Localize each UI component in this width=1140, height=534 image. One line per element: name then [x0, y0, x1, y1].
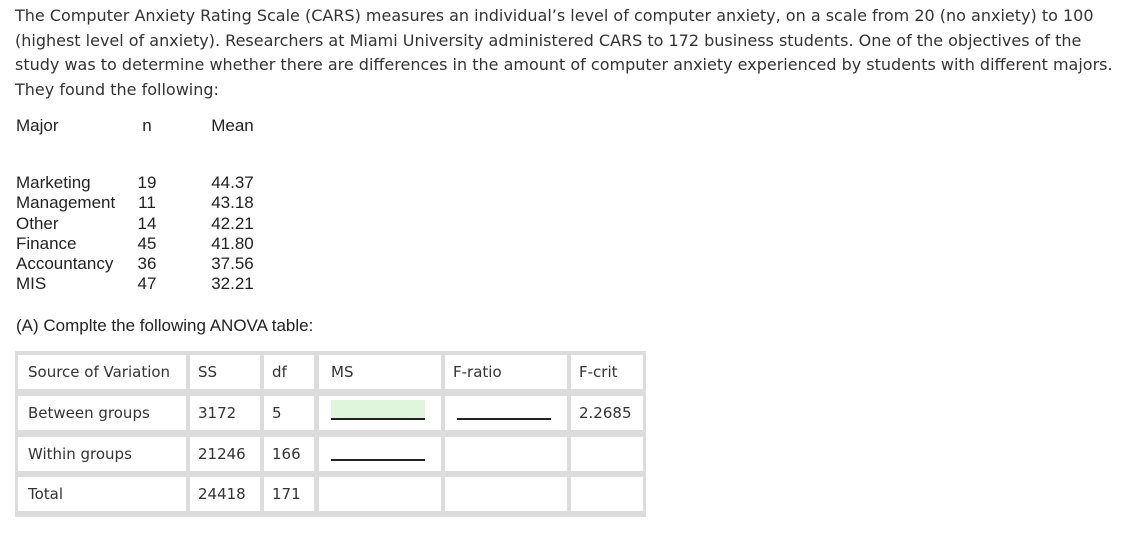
- major-cell: Marketing: [16, 173, 91, 192]
- anova-header-f-ratio: F-ratio: [445, 355, 567, 389]
- ms-between-answer-field[interactable]: [331, 400, 425, 420]
- anova-ss-between: 3172: [190, 396, 260, 430]
- header-major: Major: [16, 116, 59, 135]
- anova-header-f-crit: F-crit: [571, 355, 643, 389]
- anova-source-within: Within groups: [18, 437, 186, 471]
- mean-cell: 44.37: [211, 173, 254, 192]
- anova-header-df: df: [264, 355, 314, 389]
- mean-cell: 42.21: [211, 213, 254, 233]
- major-column: [16, 173, 115, 295]
- major-cell: Finance: [16, 233, 77, 253]
- f-ratio-answer-field[interactable]: [457, 418, 551, 420]
- major-cell: Accountancy: [16, 254, 114, 274]
- mean-cell: 32.21: [211, 274, 254, 294]
- major-cell: Other: [16, 213, 59, 233]
- anova-empty-cell: [445, 437, 567, 471]
- anova-empty-cell: [571, 437, 643, 471]
- anova-source-between: Between groups: [18, 396, 186, 430]
- anova-empty-cell: [445, 477, 567, 511]
- mean-cell: 43.18: [211, 193, 254, 213]
- anova-ms-between-cell: [319, 396, 441, 430]
- mean-cell: 37.56: [211, 254, 254, 274]
- mean-cell: 41.80: [211, 233, 254, 253]
- n-column: [130, 173, 164, 295]
- anova-header-ss: SS: [190, 355, 260, 389]
- anova-source-total: Total: [18, 477, 186, 511]
- anova-f-crit-between: 2.2685: [571, 396, 643, 430]
- anova-ss-total: 24418: [190, 477, 260, 511]
- anova-ss-within: 21246: [190, 437, 260, 471]
- anova-header-source: Source of Variation: [18, 355, 186, 389]
- n-cell: 45: [137, 233, 157, 253]
- anova-df-within: 166: [264, 437, 314, 471]
- n-cell: 11: [138, 193, 156, 213]
- anova-df-total: 171: [264, 477, 314, 511]
- mean-column: [195, 173, 270, 295]
- n-cell: 47: [137, 274, 157, 294]
- n-cell: 19: [137, 173, 157, 192]
- n-cell: 14: [137, 213, 157, 233]
- part-a-prompt: (A) Complte the following ANOVA table:: [16, 316, 314, 335]
- anova-empty-cell: [571, 477, 643, 511]
- anova-empty-cell: [319, 477, 441, 511]
- header-mean: Mean: [211, 116, 254, 135]
- ms-within-answer-field[interactable]: [331, 459, 425, 461]
- header-n: n: [142, 116, 152, 135]
- problem-statement: The Computer Anxiety Rating Scale (CARS) measures an individual’s level of computer anxiety, on a scale from 20 (no anxiety) to 100 (highest level of anxiety). Researchers at Miami University administered CARS to 172 business students. One of the objectives of the study was to determine whether there are differences in the amount of computer anxiety experienced by students with different majors. They found the following:: [15, 6, 1113, 99]
- anova-ms-within-cell: [319, 437, 441, 471]
- anova-header-ms: MS: [319, 355, 441, 389]
- anova-df-between: 5: [264, 396, 314, 430]
- anova-table: [15, 351, 646, 517]
- anova-f-ratio-cell: [445, 396, 567, 430]
- n-cell: 36: [137, 254, 157, 274]
- major-cell: MIS: [16, 274, 47, 294]
- major-cell: Management: [16, 193, 116, 213]
